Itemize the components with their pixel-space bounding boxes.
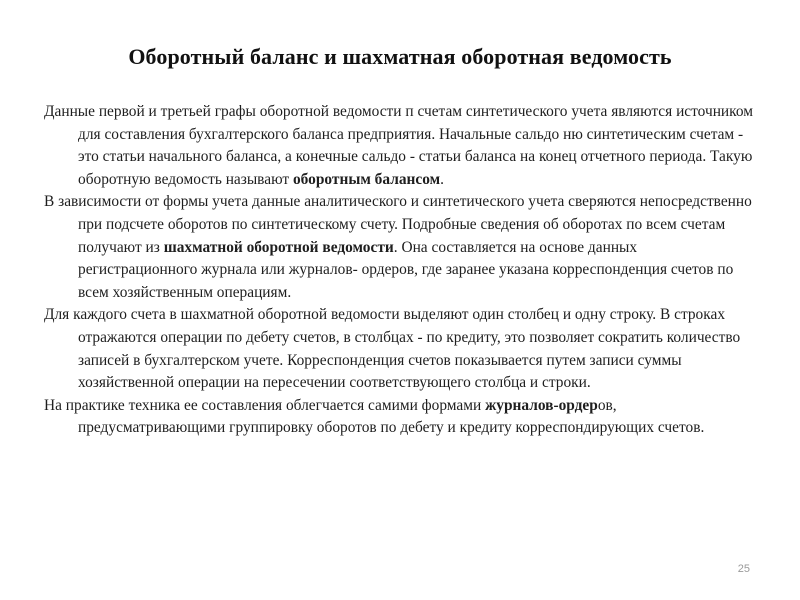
slide-title: Оборотный баланс и шахматная оборотная ведомость [128,44,672,69]
paragraph-journal-orders [44,395,760,440]
page-number: 25 [737,563,750,575]
paragraph-text-end: . Она составляется на основе данных регистрационного журнала или журналов- ордеров, где заранее указана корреспонденция счетов по всем хозяйственным операциям. [78,238,734,301]
paragraph-text: В зависимости от формы учета данные аналитического и синтетического учета сверяются непосредственно при подсчете оборотов по синтетическому счету. Подробные сведения об оборотах по всем счетам получают из [44,193,752,256]
bold-term-chess-statement: шахматной оборотной ведомости [163,238,394,256]
bold-term-journal-orders: журналов-ордер [485,396,598,414]
paragraph-columns-rows [44,304,760,394]
paragraph-chess-statement [44,191,760,304]
paragraph-text-end: ов, предусматривающими группировку оборотов по дебету и кредиту корреспондирующих счетов. [78,396,705,437]
paragraph-text: На практике техника ее составления облегчается самими формами [44,396,486,414]
paragraph-text: Данные первой и третьей графы оборотной ведомости п счетам синтетического учета являются источником для составления бухгалтерского баланса предприятия. Начальные сальдо ню синтетическим счетам - это статьи начального баланса, а конечные сальдо - статьи баланса на конец отчетного периода. Такую оборотную ведомость называют [44,103,754,188]
paragraph-turnover-balance [44,101,760,191]
paragraph-text-end: . [440,170,444,188]
bold-term-turnover-balance: оборотным балансом [292,170,441,188]
slide-body [44,101,760,440]
paragraph-text: Для каждого счета в шахматной оборотной ведомости выделяют один столбец и одну строку. В строках отражаются операции по дебету счетов, в столбцах - по кредиту, это позволяет сократить количество записей в бухгалтерском учете. Корреспонденция счетов показывается путем записи суммы хозяйственной операции на пересечении соответствующего столбца и строки. [44,306,741,392]
